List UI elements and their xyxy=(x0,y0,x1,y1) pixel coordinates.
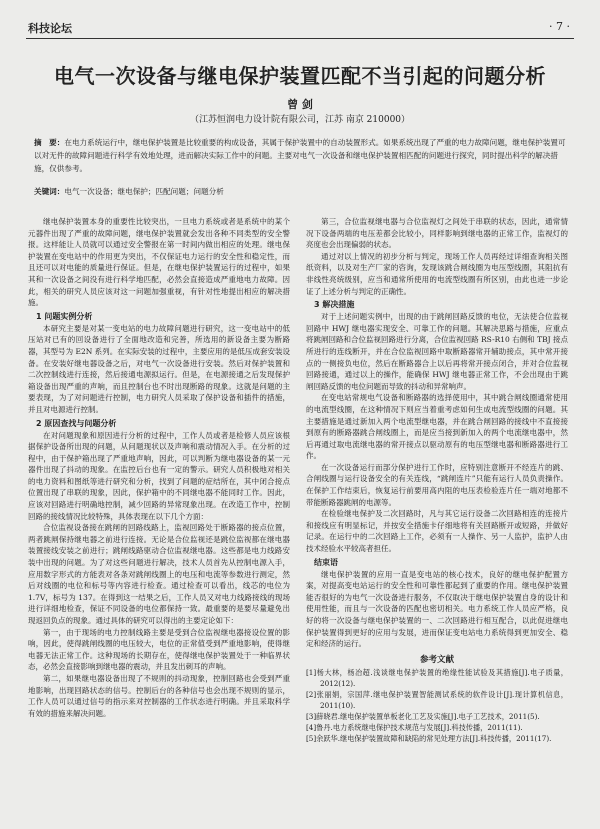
references-heading: 参考文献 xyxy=(419,654,454,665)
reference-item: [3]薛晓君.继电保护装置单板老化工艺及实施[J].电子工艺技术，2011(5). xyxy=(306,711,540,721)
affiliation: （江苏恒润电力设计院有限公司，江苏 南京 210000） xyxy=(189,115,411,125)
abstract-text: 在电力系统运行中，继电保护装置是比较重要的构成设备，其属于保护装置中的自动装置形式。如果系统出现了严重的电力故障问题，继电保护装置可以对无件的故障问题进行科学有效地处理，进而解决实际工作中的问题。主要对电气一次设备和继电保护装置相匹配的问题进行探究，同时提出科学的解决措施，仅供参考。 xyxy=(34,138,566,173)
body-paragraph: 在一次设备运行而部分保护进行工作时，应特别注意断开不经连片的跳、合闸线圈与运行设备安全的有关连线，“跳闸连片”只能有运行人员负责操作。在保护工作结束后，恢复运行前要用高内阻的电压表检验连片任一端对地都不带能断路器跳闸的电源等。 xyxy=(306,462,568,507)
intro-paragraph: 继电保护装置本身的重要性比较突出，一旦电力系统或者是系统中的某个元器件出现了严重的故障问题，继电保护装置就会发出各种不同类型的安全警报。这样能让人员就可以通过安全警报在第一时间内做出相应的处理。继电保护装置在变电站中的作用更为突出，不仅保证电力运行的安全性和稳定性，而且还可以对电能的质量进行保证。但是，在继电保护装置运行的过程中，如果其和一次设备之间没有进行科学地匹配，必然会直接造成严重地电力故障。因此，相关的研究人员应该对这一问题加强重视，有针对性地提出相应的解决措施。 xyxy=(28,217,290,308)
conclusion-paragraph: 继电保护装置的应用一直是变电站的核心技术，良好的继电保护配置方案，对提高变电站运行的安全性和可靠性都起到了重要的作用。继电保护装置能否很好的为电气一次设备进行服务，不仅取决于继电保护装置自身的设计和使用性能，而且与一次设备的匹配也密切相关。电力系统工作人员应严格，良好的将一次设备与继电保护装置的一、二次回路进行相互配合，以此促进继电保护装置得到更好的应用与发展，进而保证变电站电力系统得到更加安全、稳定和经济的运行。 xyxy=(306,569,568,649)
left-column xyxy=(28,216,290,806)
body-paragraph: 在对问题现象和原因进行分析的过程中，工作人员或者是检修人员应该根据保护设备所出现的问题，从问题现状以及声响和震动情况入手。在分析的过程中，由于保护箱出现了严重地声响，因此，可以判断为继电器设备的某一元器件出现了抖动的现象。在监控后台也有一定的警示。研究人员积极地对相关的电力资料和图纸等进行研究和分析，找到了问题的症结所在，其中闭合接点位置出现了串联的现象，因此，保护箱中的不同继电器不能同时工作。因此，应该对回路进行明确地控制，减少回路的异常现象出现。在改造工作中，控制回路的接线情况比较特殊，具体表现在以下几个方面： xyxy=(28,430,290,521)
body-paragraph: 本研究主要是对某一变电站的电力故障问题进行研究，这一变电站中的低压站对已有的回设备进行了全面地改造和完善，所选用的新设备主要为断路器，其型号为 E2N 系列。在实际安装的过程中，主要应用的是低压成套安装设备。在安装好继电器设备之后，对电气一次设备进行安装。然后对保护装置和二次控制线进行连接，然后接通电源拟运行。但是，在电源接通之后发现保护箱设备出现严重的声响，而且控制台也不时出现断路的现象。这就是问题的主要表现，为了对问题进行控制，电力研究人员采取了保护设备和插件的措施，并且对电源进行控制。 xyxy=(28,323,290,414)
body-paragraph: 第一，由于现场的电力控制线路主要是受到合位监视继电器接设位置的影响，因此，使得跳闸线圈的电压较大，电位的正常值受到严重地影响，使得继电器无法正常工作。这种现场的长期存在，使得继电保护装置处于一种临界状态，必然会直接影响到继电器的震动，并且发出刺耳的声响。 xyxy=(28,627,290,672)
section-heading-3: 3 解决措施 xyxy=(314,300,355,310)
right-column xyxy=(306,216,568,806)
abstract-label: 摘 要： xyxy=(34,138,65,147)
body-paragraph: 第二，如果继电器设备出现了不规则的抖动现象，控制回路也会受到严重地影响，出现回路状态的信号。控制后台的各种信号也会出现不规则的显示，工作人员可以通过信号的指示来对控制器的工作状态进行明确。并且采取科学有效的措施来解决问题。 xyxy=(28,673,290,718)
body-paragraph: 通过对以上情况的初步分析与判定，现场工作人员再经过详细查询相关图纸资料，以及对生产厂家的咨询，发现该跳合闸线圈为电压型线圈，其阻抗有非线性亮统级别，应当和通常所使用的电流型线圈有所区别，由此也进一步论证了上述分析与判定的正确性。 xyxy=(306,251,568,296)
journal-section: 科技论坛 xyxy=(28,22,72,35)
reference-item: [1]杨大林，杨冶超.浅谈继电保护装置的绝缘性能试验及其措施[J].电子质量，2012(12). xyxy=(306,667,568,688)
reference-item: [4]鲁丹.电力系统继电保护技术规范与发展[J].科技传播，2011(11). xyxy=(306,722,523,732)
body-paragraph: 对于上述问题实例中，出现的由于跳闸回路反馈的电位，无法使合位监视回路中 HWJ 继电器实现安全、可靠工作的问题。其解决思路与措施，应重点将跳闸回路和合位监视回路进行分离，合位监视回路 RS-R10 右侧和 TBJ 接点所进行的连线断开，并在合位监视回路中取断路器常开辅助接点，其中常开接点的一侧接负电位，然后在断路器合上以后再将常开接点闭合，并对合位监视回路接通，通过以上的操作，能确保 HWJ 继电器正常工作，不会出现由于跳闸回路反馈的电位问题而导致的抖动和异常响声。 xyxy=(306,312,568,391)
section-heading-1: 1 问题实例分析 xyxy=(36,311,93,321)
header-rule xyxy=(26,38,574,39)
reference-list xyxy=(306,667,568,744)
reference-item: [5]余跃华.继电保护装置故障和缺陷的常见处理方法[J].科技传播，2011(17). xyxy=(306,733,552,743)
body-paragraph: 合位监视设备接在跳闸的回路线路上，监视回路处于断路器的接点位置，两者跳闸保持继电器之前进行连接。无论是合位监视还是跳位监视都在继电器装置接线安装之前进行；跳闸线路驱动合位监视继电器。这些都是电力线路安装中出现的问题。为了对这些问题进行解决，技术人员首先从控制电源入手，应用数字形式的方能表对各条对跳闸线圈上的电压和电流等参数进行测定，然后对线圈的电位和标号等内容进行检查。通过检查可以看出，线芯的电位为 1.7V，标号为 137。在得到这一结果之后，工作人员又对电力线路接线的现场进行详细地检查，保证不同设备的电位都保持一致。最重要的是要尽量避免出现返回负点的现象。通过具体的研究可以得出的主要定论如下： xyxy=(28,523,290,625)
keywords xyxy=(34,186,566,197)
reference-item: [2]张丽娟，宗国萍.继电保护装置智能测试系统的软件设计[J].现计算机信息，2011(10). xyxy=(306,689,568,710)
body-paragraph: 在变电站常规电气设备和断路器的选择使用中，其中跳合闸线圈通常使用的电流型线圈，在这种情况下则应当着重考虑如何生成电流型线圈的问题。其主要措施是通过新加入两个电流型继电器，并在跳合闸回路的接线中不直接接到原有的断路器跳合闸线圈上，而是应当接到新加入的两个电流继电器中，然后再通过取电流继电器的常开接点以驱动原有的电压型继电器和断路器进行工作。 xyxy=(306,393,568,461)
section-heading-2: 2 原因查找与问题分析 xyxy=(36,418,117,428)
abstract xyxy=(34,136,566,175)
conclusion-heading: 结束语 xyxy=(314,557,338,567)
keywords-text: 电气一次设备；继电保护；匹配问题；问题分析 xyxy=(64,187,224,196)
body-paragraph: 在检验继电保护及二次回路时，凡与其它运行设备二次回路相连的连接片和接线应有明显标记，并按安全措施卡仔细地将有关回路断开或短路，并做好记录。在运行中的二次回路上工作，必须有一人操作、另一人监护，监护人由技术经验水平较高者担任。 xyxy=(306,509,568,554)
paper-title: 电气一次设备与继电保护装置匹配不当引起的问题分析 xyxy=(54,64,546,88)
page-number: · 7 · xyxy=(549,20,570,33)
author: 曾 剑 xyxy=(287,98,313,111)
body-paragraph: 第三，合位监视继电器与合位监视灯之间处于串联的状态，因此，通常情况下设备两端的电压差都会比较小，同样影响到继电器的正常工作，监视灯的亮度也会出现偏弱的状态。 xyxy=(306,217,568,250)
keywords-label: 关键词： xyxy=(34,187,65,196)
